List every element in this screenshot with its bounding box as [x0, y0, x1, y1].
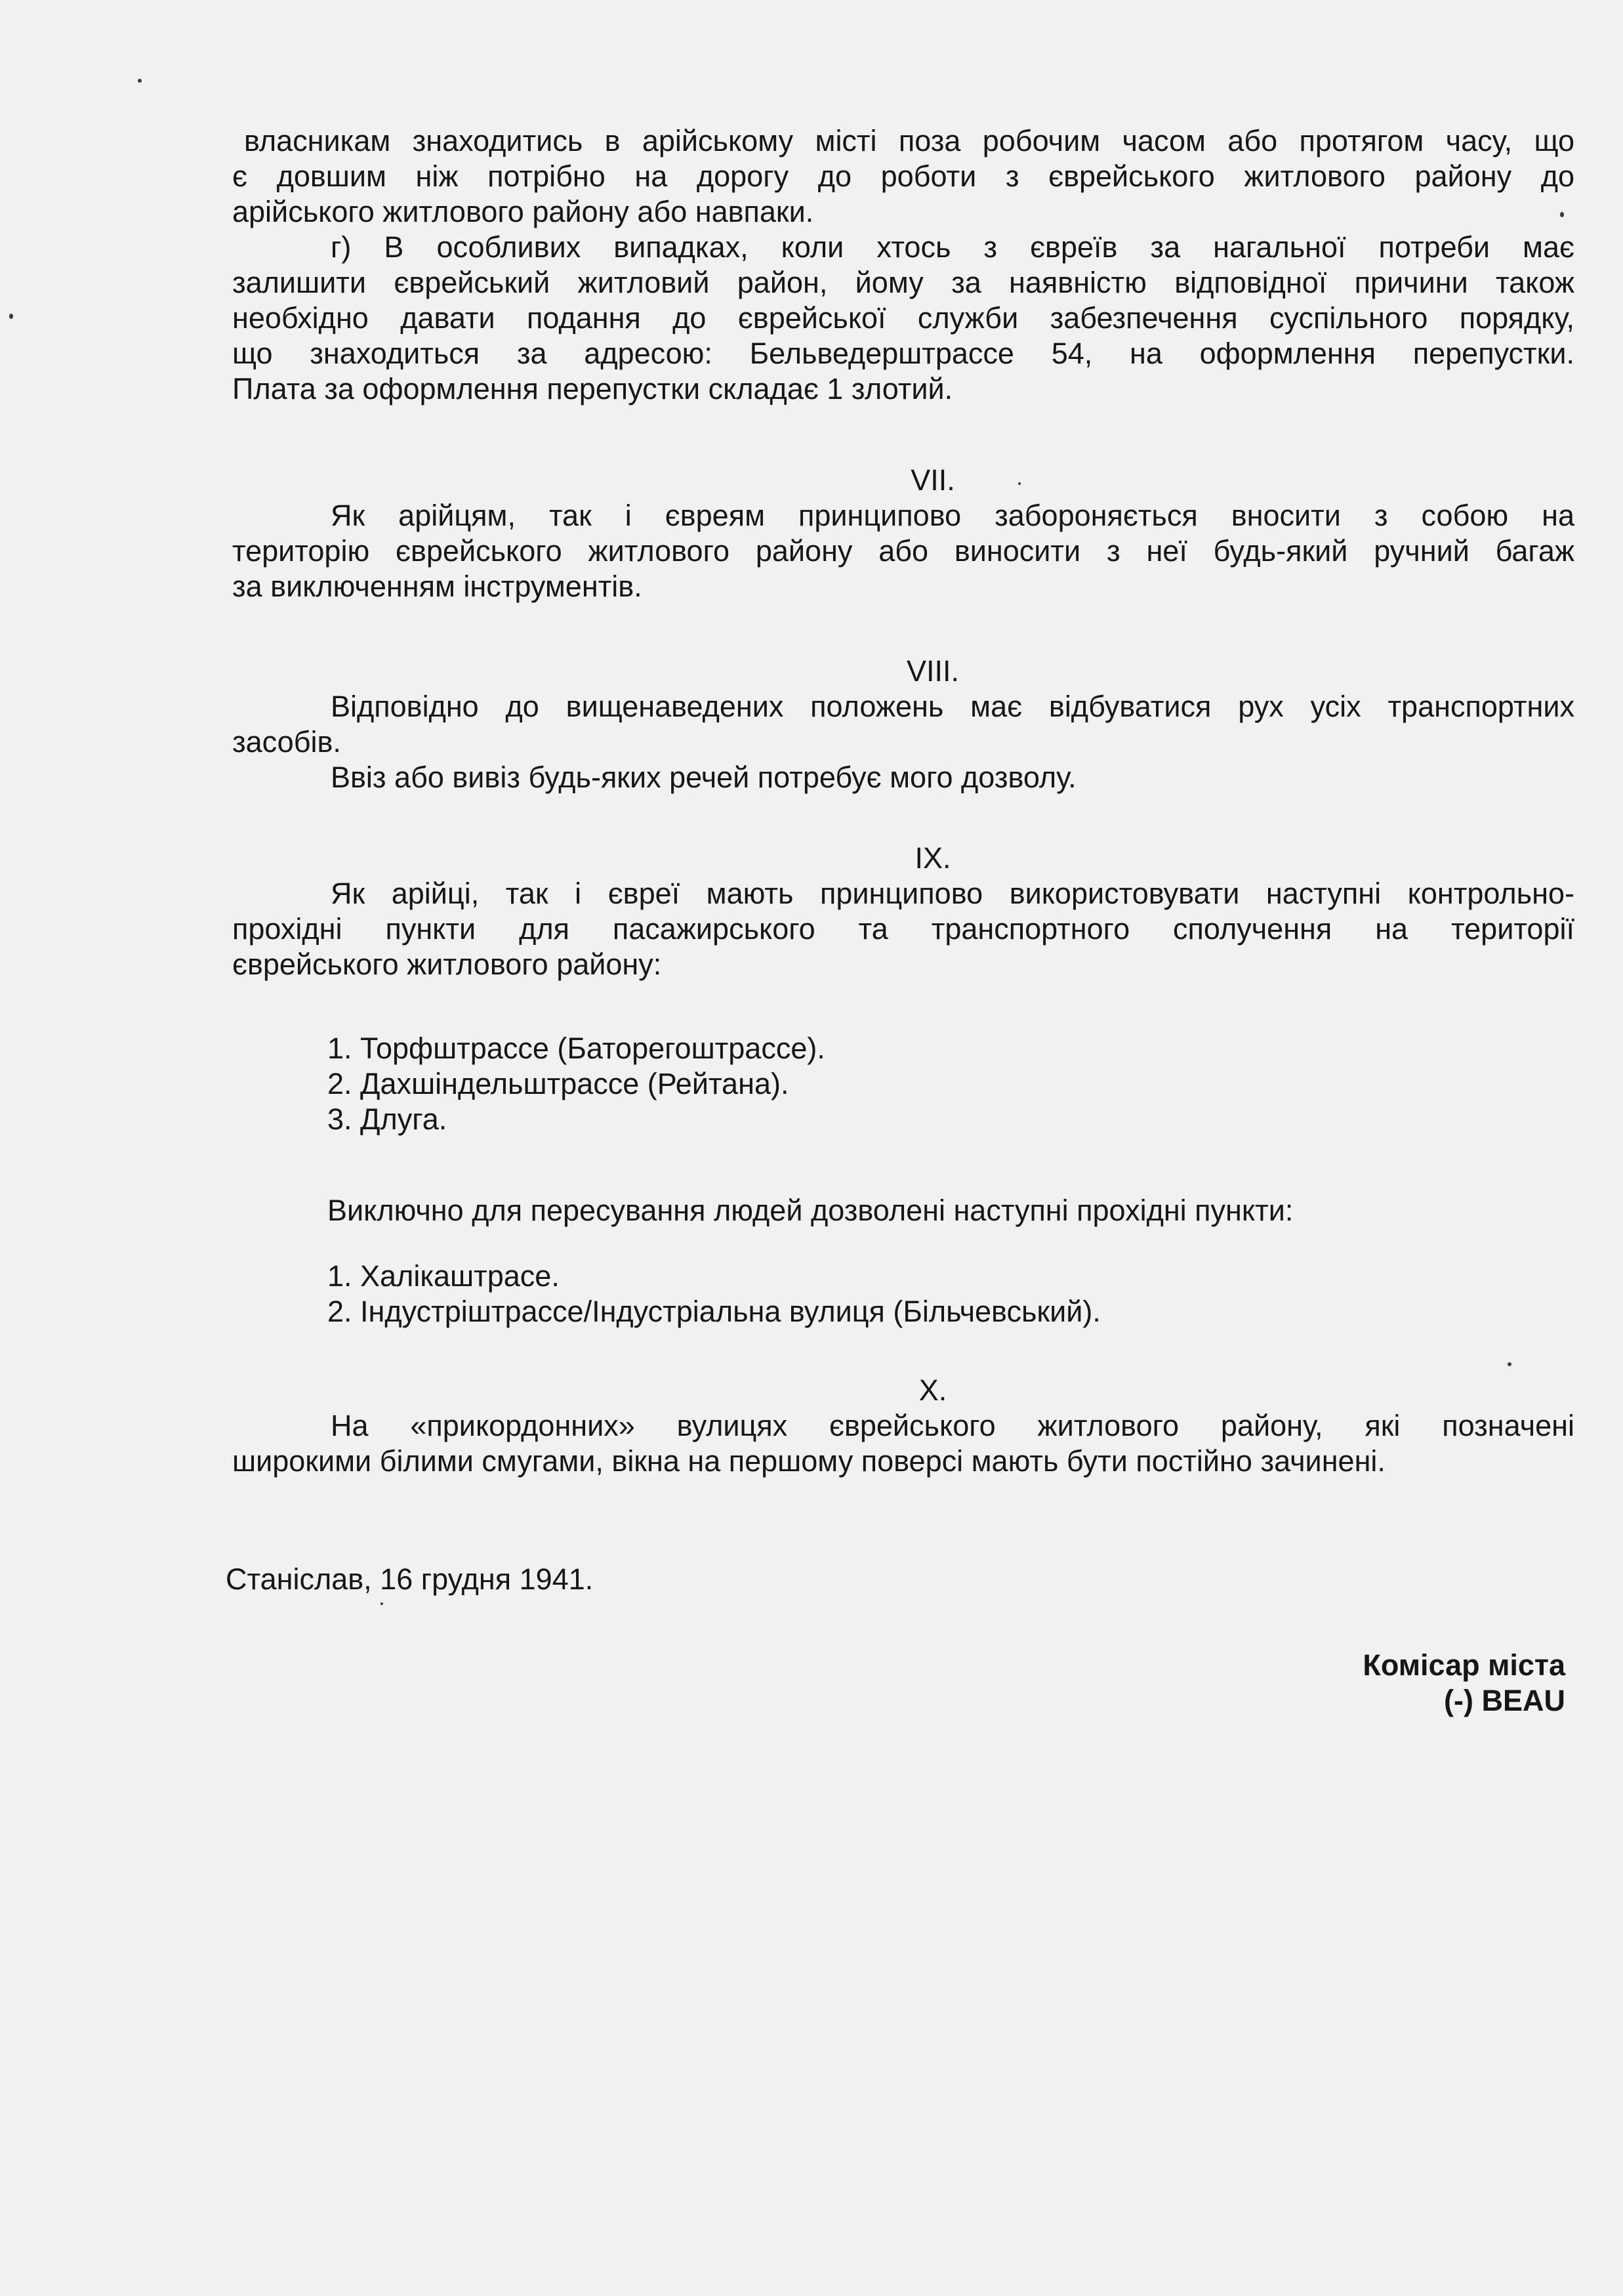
checkpoint-list-1 [232, 1031, 1574, 1137]
paragraph-continuation [232, 123, 1574, 230]
scan-speck [380, 1602, 383, 1605]
paragraph-g [232, 230, 1574, 407]
text-line: необхідно давати подання до єврейської служби забезпечення суспільного порядку, [232, 301, 1574, 335]
text-line: Виключно для пересування людей дозволені наступні прохідні пункти: [327, 1194, 1294, 1227]
checkpoint-list-2 [232, 1259, 1574, 1329]
list-item: 3. Длуга. [327, 1102, 447, 1136]
scan-speck [138, 79, 142, 83]
text-line: Плата за оформлення перепустки складає 1 злотий. [232, 372, 953, 406]
list-item: 2. Дахшіндельштрассе (Рейтана). [327, 1067, 789, 1100]
list-item: 1. Торфштрассе (Баторегоштрассе). [327, 1032, 825, 1065]
text-line: Ввіз або вивіз будь-яких речей потребує мого дозволу. [331, 761, 1077, 794]
section-heading: VII. [911, 463, 955, 497]
text-line: широкими білими смугами, вікна на першому поверсі мають бути постійно зачинені. [232, 1444, 1386, 1478]
signature-block [1363, 1648, 1565, 1719]
section-heading: VIII. [906, 654, 960, 688]
text-line: На «прикордонних» вулицях єврейського житлового району, які позначені [331, 1409, 1574, 1442]
text-line: єврейського житлового району: [232, 948, 662, 981]
checkpoint-intro-2 [232, 1193, 1574, 1228]
scan-speck [1508, 1362, 1511, 1366]
section-10 [232, 1373, 1574, 1479]
list-item: 1. Халікаштрасе. [327, 1259, 560, 1293]
section-7 [232, 463, 1574, 604]
text-line: що знаходиться за адресою: Бельведерштрассе 54, на оформлення перепустки. [232, 337, 1574, 370]
signature-title: Комісар міста [1363, 1648, 1565, 1682]
list-item: 2. Індустріштрассе/Індустріальна вулиця (Більчевський). [327, 1295, 1101, 1328]
section-9 [232, 841, 1574, 982]
text-line: Як арійцям, так і євреям принципово забороняється вносити з собою на [331, 499, 1574, 532]
text-line: є довшим ніж потрібно на дорогу до роботи з єврейського житлового району до [232, 159, 1574, 193]
text-line: територію єврейського житлового району або виносити з неї будь-який ручний багаж [232, 534, 1574, 568]
section-heading: X. [918, 1373, 947, 1407]
text-line: засобів. [232, 725, 341, 759]
text-line: прохідні пункти для пасажирського та транспортного сполучення на території [232, 912, 1574, 946]
place-date [226, 1562, 1568, 1597]
text-line: г) В особливих випадках, коли хтось з євреїв за нагальної потреби має [331, 230, 1574, 264]
text-line: за виключенням інструментів. [232, 570, 642, 603]
section-heading: IX. [914, 841, 951, 875]
signature-name: (-) BEAU [1444, 1684, 1565, 1717]
text-line: Станіслав, 16 грудня 1941. [226, 1562, 594, 1596]
text-line: Як арійці, так і євреї мають принципово використовувати наступні контрольно- [331, 877, 1574, 910]
section-8 [232, 654, 1574, 795]
scan-speck [9, 314, 13, 319]
text-line: Відповідно до вищенаведених положень має відбуватися рух усіх транспортних [331, 690, 1574, 723]
text-line: арійського житлового району або навпаки. [232, 195, 814, 228]
text-line: власникам знаходитись в арійському місті поза робочим часом або протягом часу, що [244, 124, 1574, 157]
text-line: залишити єврейський житловий район, йому за наявністю відповідної причини також [232, 266, 1574, 299]
